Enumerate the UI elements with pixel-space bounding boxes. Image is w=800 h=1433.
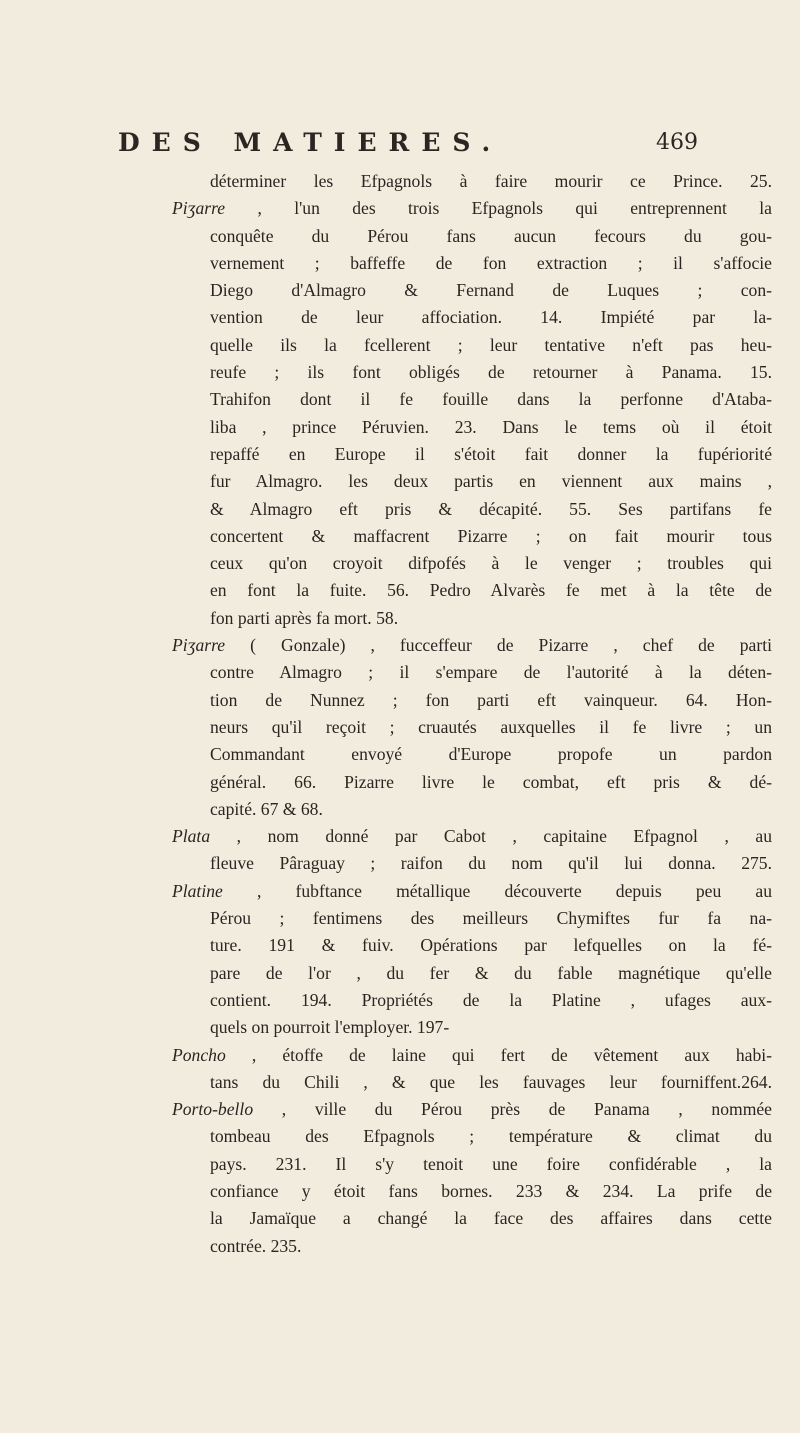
index-line-text: vention de leur affociation. 14. Impiété par la- [210,307,772,328]
index-text-line [192,1069,772,1096]
index-line-text: fleuve Pâraguay ; raifon du nom qu'il lui donna. 275. [210,853,772,874]
index-line-text: capité. 67 & 68. [210,798,323,819]
index-text-line [192,359,772,386]
index-line-text: Commandant envoyé d'Europe propofe un pardon [210,744,772,765]
index-line-text: reufe ; ils font obligés de retourner à Panama. 15. [210,362,772,383]
index-text-line [192,332,772,359]
index-line-text: neurs qu'il reçoit ; cruautés auxquelles il fe livre ; un [210,716,772,737]
index-line-text: pare de l'or , du fer & du fable magnétique qu'elle [210,962,772,983]
index-text-line [192,1178,772,1205]
running-title: DES MATIERES. [118,128,503,157]
index-text-line [192,577,772,604]
index-line-text: fon parti après fa mort. 58. [210,607,399,628]
index-text-line [192,932,772,959]
index-line-text: pays. 231. Il s'y tenoit une foire confidérable , la [210,1153,772,1174]
running-head [118,128,698,168]
index-line-text: déterminer les Efpagnols à faire mourir ce Prince. 25. [210,171,772,191]
index-line-text: contient. 194. Propriétés de la Platine , ufages aux- [210,989,772,1010]
index-line-text: quels on pourroit l'employer. 197- [210,1017,450,1038]
index-line-text: tans du Chili , & que les fauvages leur fourniffent.264. [210,1071,772,1092]
index-text-line [192,659,772,686]
index-text-line [192,769,772,796]
index-text-line [192,714,772,741]
index-line-text: Pérou ; fentimens des meilleurs Chymiftes fur fa na- [210,908,772,929]
index-headword: Platine [172,880,223,901]
index-text-line [192,1014,772,1041]
index-line-text: repaffé en Europe il s'étoit fait donner la fupériorité [210,443,772,464]
index-text-line [192,741,772,768]
index-text-line [192,796,772,823]
index-text-line [192,223,772,250]
index-text-line [192,550,772,577]
index-headword: Poncho [172,1044,226,1065]
index-line-text: , l'un des trois Efpagnols qui entreprennent la [257,198,772,219]
index-text-line [192,523,772,550]
index-headword: Piʒarre [172,198,226,219]
page-number: 469 [656,130,698,155]
index-headword: Plata [172,826,211,847]
index-line-text: ceux qu'on croyoit difpofés à le venger ; troubles qui [210,553,772,574]
index-text-line [192,850,772,877]
index-text-block [172,168,772,1260]
index-line-text: vernement ; baffeffe de fon extraction ; il s'affocie [210,252,772,273]
index-headword: Porto-bello [172,1099,254,1120]
index-line-text: concertent & maffacrent Pizarre ; on fait mourir tous [210,525,772,546]
index-line-text: fur Almagro. les deux partis en viennent aux mains , [210,471,772,492]
index-line-text: confiance y étoit fans bornes. 233 & 234. La prife de [210,1180,772,1201]
index-text-line [192,1151,772,1178]
index-text-line [192,1123,772,1150]
index-line-text: liba , prince Péruvien. 23. Dans le tems où il étoit [210,416,772,437]
index-text-line [192,468,772,495]
index-entry-line [172,1042,772,1069]
index-text-line [192,687,772,714]
index-line-text: conquête du Pérou fans aucun fecours du gou- [210,225,772,246]
index-entry-line [172,632,772,659]
index-line-text: Diego d'Almagro & Fernand de Luques ; con- [210,280,772,301]
index-text-line [192,277,772,304]
index-headword: Piʒarre [172,635,226,656]
index-text-line [192,987,772,1014]
index-line-text: ture. 191 & fuiv. Opérations par lefquelles on la fé- [210,935,772,956]
index-entry-line [172,878,772,905]
index-text-line [192,304,772,331]
index-line-text: quelle ils la fcellerent ; leur tentative n'eft pas heu- [210,334,772,355]
index-entry-line [172,823,772,850]
index-line-text: général. 66. Pizarre livre le combat, eft pris & dé- [210,771,772,792]
index-line-text: , ville du Pérou près de Panama , nommée [281,1099,772,1120]
index-text-line [192,496,772,523]
index-line-text: la Jamaïque a changé la face des affaires dans cette [210,1208,772,1229]
index-line-text: contrée. 235. [210,1235,302,1256]
index-text-line [192,905,772,932]
index-text-line [192,1233,772,1260]
index-entry-line [172,1096,772,1123]
index-entry-line [172,195,772,222]
index-line-text: ( Gonzale) , fucceffeur de Pizarre , chef de parti [250,635,772,656]
index-text-line [192,605,772,632]
index-line-text: , fubftance métallique découverte depuis peu au [256,880,772,901]
index-line-text: , étoffe de laine qui fert de vêtement aux habi- [251,1044,772,1065]
index-line-text: & Almagro eft pris & décapité. 55. Ses partifans fe [210,498,772,519]
index-text-line [192,250,772,277]
index-text-line [192,441,772,468]
index-text-line [192,1205,772,1232]
index-line-text: en font la fuite. 56. Pedro Alvarès fe met à la tête de [210,580,772,601]
index-line-text: Trahifon dont il fe fouille dans la perfonne d'Ataba- [210,389,772,410]
index-text-line [192,414,772,441]
index-line-text: contre Almagro ; il s'empare de l'autorité à la déten- [210,662,772,683]
index-line-text: , nom donné par Cabot , capitaine Efpagnol , au [236,826,772,847]
index-text-line [192,168,772,195]
index-line-text: tion de Nunnez ; fon parti eft vainqueur. 64. Hon- [210,689,772,710]
index-text-line [192,960,772,987]
index-text-line [192,386,772,413]
index-line-text: tombeau des Efpagnols ; température & climat du [210,1126,772,1147]
